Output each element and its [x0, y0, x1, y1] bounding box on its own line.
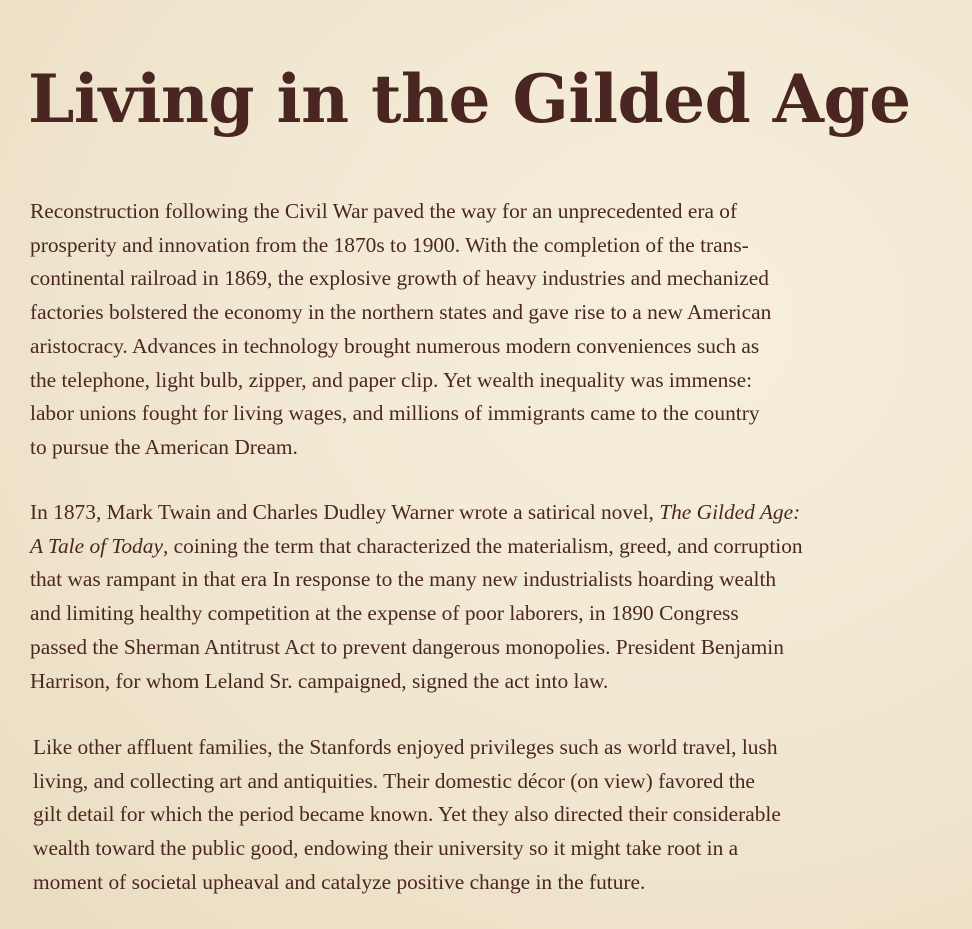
paragraph-line: labor unions fought for living wages, and millions of immigrants came to the country — [30, 401, 760, 426]
paragraph-line: Harrison, for whom Leland Sr. campaigned, signed the act into law. — [30, 668, 609, 693]
paragraph-line: prosperity and innovation from the 1870s to 1900. With the completion of the trans- — [30, 232, 749, 257]
paragraph-line: living, and collecting art and antiquities. Their domestic décor (on view) favored the — [33, 768, 755, 793]
paragraph-line — [30, 530, 945, 564]
panel-title: Living in the Gilded Age — [28, 60, 911, 138]
line-text: In 1873, Mark Twain and Charles Dudley Warner wrote a satirical novel, — [30, 500, 660, 524]
paragraph-line: Like other affluent families, the Stanfords enjoyed privileges such as world travel, lush — [33, 735, 778, 759]
paragraph-line: factories bolstered the economy in the northern states and gave rise to a new American — [30, 300, 772, 325]
paragraph-stanfords — [33, 731, 948, 900]
paragraph-line: and limiting healthy competition at the expense of poor laborers, in 1890 Congress — [30, 601, 739, 626]
paragraph-line: moment of societal upheaval and catalyze positive change in the future. — [33, 869, 646, 894]
paragraph-line: gilt detail for which the period became known. Yet they also directed their considerable — [33, 802, 781, 827]
paragraph-line: continental railroad in 1869, the explosive growth of heavy industries and mechanized — [30, 266, 769, 291]
paragraph-line: aristocracy. Advances in technology brought numerous modern conveniences such as — [30, 333, 760, 358]
paragraph-line: the telephone, light bulb, zipper, and paper clip. Yet wealth inequality was immense: — [30, 367, 753, 392]
line-text: , coining the term that characterized the materialism, greed, and corruption — [162, 533, 803, 558]
book-title-italic: The Gilded Age: — [659, 500, 801, 524]
paragraph-reconstruction — [30, 195, 945, 465]
paragraph-line: passed the Sherman Antitrust Act to prevent dangerous monopolies. President Benjamin — [30, 634, 784, 659]
book-subtitle-italic: A Tale of Today — [30, 533, 163, 558]
paragraph-line: Reconstruction following the Civil War paved the way for an unprecedented era of — [30, 199, 738, 223]
paragraph-line: wealth toward the public good, endowing their university so it might take root in a — [33, 836, 739, 861]
paragraph-line: to pursue the American Dream. — [30, 434, 298, 459]
paragraph-line: that was rampant in that era In response to the many new industrialists hoarding wealth — [30, 567, 777, 592]
paragraph-line — [30, 496, 945, 530]
paragraph-gilded-age-novel — [30, 496, 945, 698]
